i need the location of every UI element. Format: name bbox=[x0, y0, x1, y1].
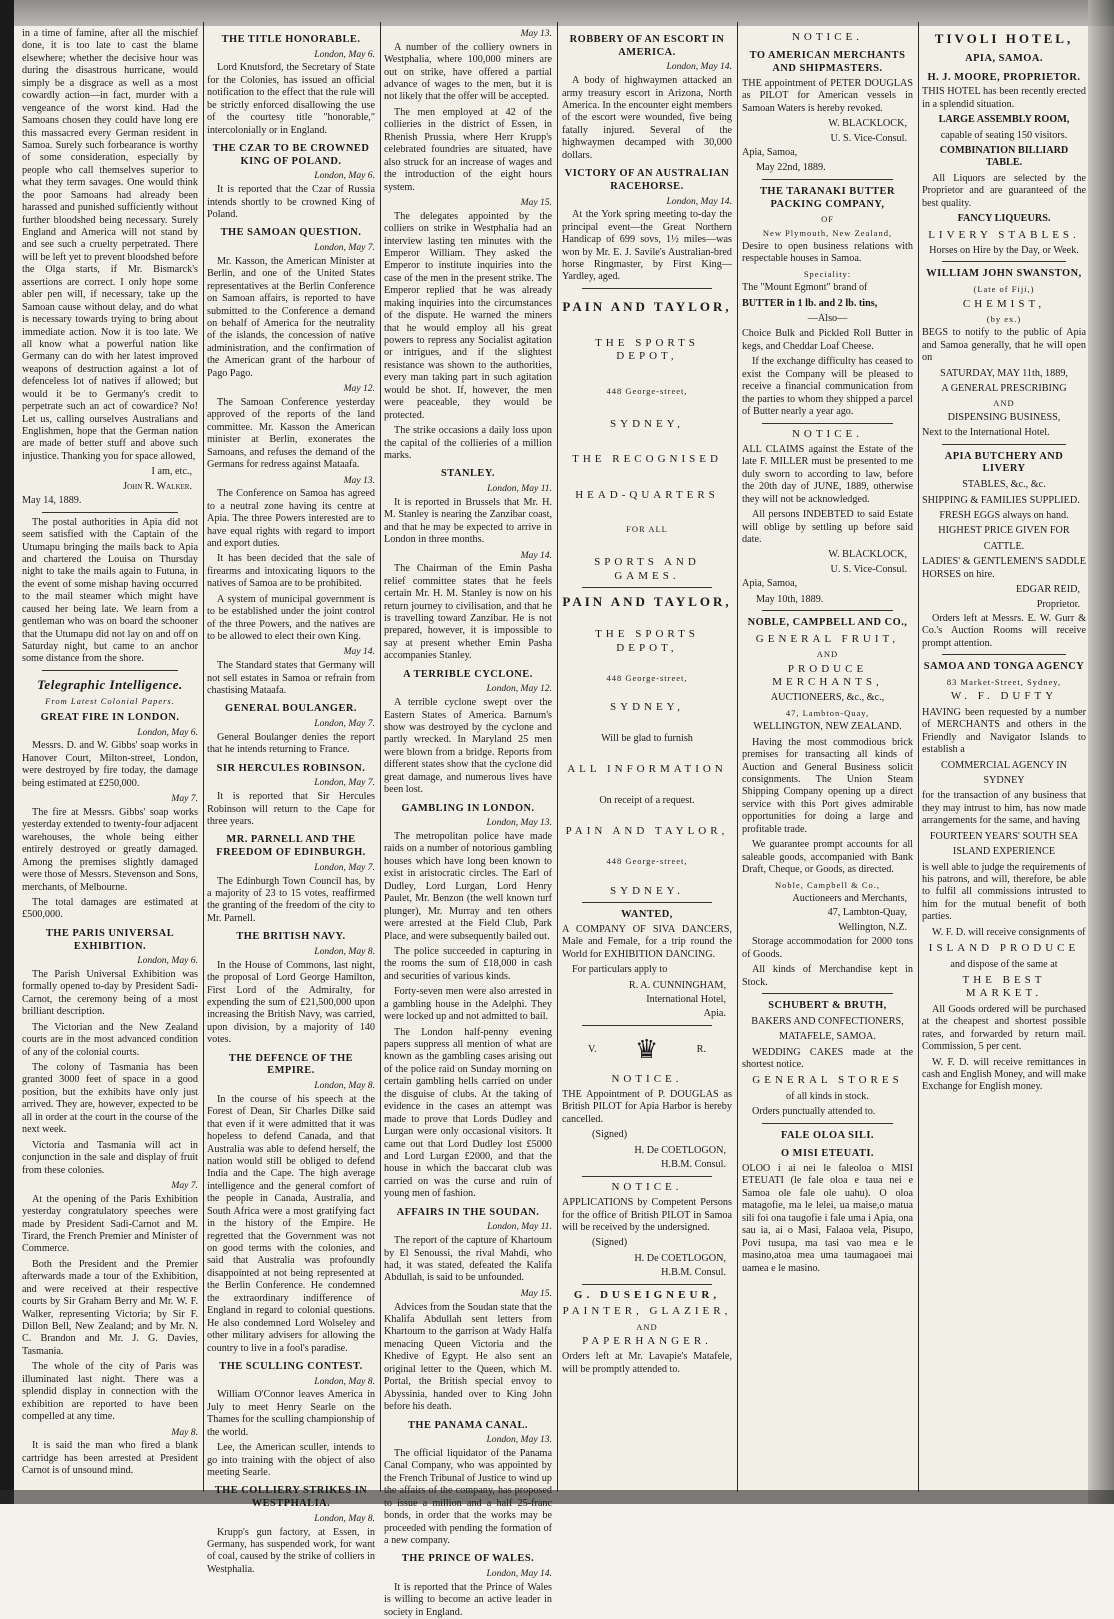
notice-place: Apia, Samoa, bbox=[742, 146, 798, 158]
divider bbox=[762, 993, 893, 994]
article-body: The police succeeded in capturing in the rooms the sum of £18,000 in cash and securities of various kinds. bbox=[384, 945, 552, 982]
ad-body: Orders punctually attended to. bbox=[752, 1106, 876, 1118]
ad-signature: R. A. CUNNINGHAM, bbox=[628, 979, 726, 991]
headline: THE PANAMA CANAL. bbox=[407, 1419, 528, 1431]
notice-date: May 22nd, 1889. bbox=[756, 162, 826, 174]
ad-body: Orders left at Messrs. E. W. Gurr & Co.'s Auction Rooms will receive prompt attention. bbox=[922, 613, 1086, 649]
notice-body: APPLICATIONS by Competent Persons for the office of British PILOT in Samoa will be received by the undersigned. bbox=[562, 1197, 732, 1233]
notice-heading: NOTICE. bbox=[791, 427, 864, 440]
article-body: Victoria and Tasmania will act in conjunction in the sale and display of fruit from these colonies. bbox=[22, 1139, 198, 1176]
ad-line: AND bbox=[993, 398, 1015, 409]
ad-line: WELLINGTON, NEW ZEALAND. bbox=[753, 721, 902, 733]
ad-line: 83 Market-Street, Sydney, bbox=[946, 677, 1062, 687]
ad-line: THE RECOGNISED bbox=[572, 453, 722, 466]
headline: THE BRITISH NAVY. bbox=[236, 931, 346, 943]
ad-signature: International Hotel, bbox=[646, 994, 726, 1006]
dateline: May 7. bbox=[171, 793, 198, 805]
ad-signature: Apia. bbox=[703, 1008, 726, 1020]
divider bbox=[582, 902, 712, 903]
headline: SCHUBERT & BRUTH, bbox=[768, 999, 887, 1011]
column-rule bbox=[918, 22, 919, 1492]
ad-line: Will be glad to furnish bbox=[601, 732, 693, 744]
ad-line: SYDNEY bbox=[983, 774, 1025, 786]
column-1 bbox=[22, 28, 198, 1488]
dateline: London, May 13. bbox=[486, 817, 552, 829]
headline: ROBBERY OF AN ESCORT IN AMERICA. bbox=[569, 34, 725, 58]
headline: TO AMERICAN MERCHANTS AND SHIPMASTERS. bbox=[749, 50, 906, 75]
dateline: London, May 7. bbox=[314, 777, 375, 789]
article-body: Forty-seven men were also arrested in a gambling house in the Adelphi. They were locked up and not admitted to bail. bbox=[384, 986, 552, 1023]
letter-signature: John R. Walker. bbox=[123, 480, 192, 492]
ad-line: SYDNEY. bbox=[610, 884, 684, 897]
dateline: London, May 12. bbox=[486, 683, 552, 695]
article-body: The metropolitan police have made raids on a number of notorious gambling houses which have long been known to exist in aristocratic circles. The Earl of Dudley, Lord Lurgan, Lord Henry Paulet, Mr. Benzon (the well known turf plunger), Mr. Murray and ten others were arrested at the Field Club, Park Place, and were subsequently bailed out. bbox=[384, 831, 552, 942]
ad-line: SPORTS AND GAMES. bbox=[594, 556, 700, 582]
ad-line: of all kinds in stock. bbox=[786, 1090, 869, 1102]
ad-line: —Also— bbox=[807, 313, 848, 325]
ad-line: SATURDAY, MAY 11th, 1889, bbox=[940, 367, 1068, 379]
notice-place: Apia, Samoa, bbox=[742, 578, 798, 590]
dateline: London, May 13. bbox=[486, 1434, 552, 1446]
letter-body: in a time of famine, after all the mischief done, it is too late to cast the blame elsewhere; whether the decisive hour was during the disastrous hurricane, would simply be a disgrace as well as a most cowardly action—in fact, murder with a vengeance of the worst kind. Had the Samoans chosen they could have long ere this massacred every German resident in Samoa. Surely such forbearance is worthy of some consideration, especially by people who call themselves superior to what they term savages. One would think the poor Samoans had already been harassed and punished sufficiently without further bloodshed being necessary. Surely England and America will not stand by and see such a cruelty perpetrated. There will be left yet to prevent bloodshed before the Olga starts, if Mr. Bismarck's assertions are correct. I only hope some abler pen will, if necessary, take up the Samoan cause without delay, and do what is necessary towards trying to bring about immediate action. Now it is too late. We all know what a powerful nation like Germany can do with her latest improved weapons of destruction against a lot of defenceless lot of natives if allowed; but would it be to Germany's credit to perpetrate such an act of cowardice? No! Let us, calling ourselves Australians and Englishmen, hope that the German nation are made of better stuff and above such injustice. Thanking you for space allowed, bbox=[22, 28, 198, 462]
headline: THE DEFENCE OF THE EMPIRE. bbox=[228, 1052, 354, 1077]
ad-line: COMBINATION BILLIARD TABLE. bbox=[939, 144, 1069, 169]
dateline: London, May 8. bbox=[314, 1512, 375, 1524]
dateline: London, May 8. bbox=[314, 1080, 375, 1092]
ad-line: SYDNEY, bbox=[610, 701, 684, 714]
crest-row bbox=[562, 1030, 732, 1070]
headline: THE SAMOAN QUESTION. bbox=[220, 227, 362, 239]
ad-line: THE SPORTS DEPOT, bbox=[595, 336, 699, 363]
dateline: London, May 8. bbox=[314, 945, 375, 957]
article-body: A number of the colliery owners in Westphalia, where 100,000 miners are out on strike, have offered a partial advance of wages to the men, but it is not likely that the offer will be accepted. bbox=[384, 41, 552, 103]
article-body: It is reported that Sir Hercules Robinson will return to the Cape for three years. bbox=[207, 791, 375, 827]
article-body: The Parish Universal Exhibition was formally opened to-day by President Sadi-Carnot, the ceremony being of a most brilliant description. bbox=[22, 968, 198, 1018]
notice-body: THE Appointment of P. DOUGLAS as British PILOT for Apia Harbor is hereby cancelled. bbox=[562, 1089, 732, 1125]
article-body: It is reported in Brussels that Mr. H. M. Stanley is nearing the Zanzibar coast, and that he may be expected to arrive in London in three months. bbox=[384, 496, 552, 546]
notice-body: ALL CLAIMS against the Estate of the late F. MILLER must be presented to me duly sworn to according to law, before the 20th day of JUNE, 1889, otherwise they will not be acknowledged. bbox=[742, 443, 913, 505]
ad-line: BAKERS AND CONFECTIONERS, bbox=[751, 1015, 904, 1027]
ad-body: BUTTER in 1 lb. and 2 lb. tins, bbox=[742, 297, 878, 309]
article-body: The Conference on Samoa has agreed to a neutral zone having its centre at Apia. The three Powers interested are to have equal rights with regard to import and export duties. bbox=[207, 488, 375, 549]
article-body: The colony of Tasmania has been granted 3000 feet of space in a good position, but the exhibits have only just arrived. They are, however, expected to be all in order at the court in the course of the next week. bbox=[22, 1062, 198, 1136]
ad-body: Having the most commodious brick premises for transacting all kinds of Auction and General Business solicit consignments. The Union Steam Shipping Company opening up a direct service with this Port gives admirable opportunities for doing a large and profitable trade. bbox=[742, 736, 913, 835]
headline: THE TITLE HONORABLE. bbox=[221, 34, 361, 45]
article-body: It is reported that the Czar of Russia intends shortly to be crowned King of Poland. bbox=[207, 184, 375, 220]
ad-line: AND bbox=[816, 649, 839, 660]
ad-line: On receipt of a request. bbox=[599, 794, 695, 806]
article-body: Lord Knutsford, the Secretary of State for the Colonies, has issued an official notification to the effect that the rule will be strictly enforced disallowing the use of the courtesy title "honorable," intercolonially or in England. bbox=[207, 62, 375, 136]
divider bbox=[582, 288, 712, 289]
dateline: London, May 14. bbox=[666, 195, 732, 207]
ad-line: SYDNEY, bbox=[610, 417, 684, 430]
article-body: The fire at Messrs. Gibbs' soap works yesterday extended to twenty-four adjacent warehouses, the whole being either entirely destroyed or greatly damaged. Among the premises slightly damaged were those of Messrs. Stevenson and Sons, merchants, of Melbourne. bbox=[22, 806, 198, 893]
ad-signature: Noble, Campbell & Co., bbox=[774, 879, 881, 890]
divider bbox=[762, 610, 893, 611]
ad-title: TIVOLI HOTEL, bbox=[934, 31, 1074, 46]
dateline: London, May 14. bbox=[666, 61, 732, 73]
ad-line: A GENERAL PRESCRIBING bbox=[941, 383, 1067, 395]
ad-line: STABLES, &c., &c. bbox=[962, 479, 1046, 491]
headline: VICTORY OF AN AUSTRALIAN RACEHORSE. bbox=[564, 168, 730, 192]
ad-line: LARGE ASSEMBLY ROOM, bbox=[938, 114, 1070, 126]
divider bbox=[762, 1123, 893, 1124]
headline: THE CZAR TO BE CROWNED KING OF POLAND. bbox=[212, 143, 370, 167]
notice-body: All persons INDEBTED to said Estate will oblige by settling up before said date. bbox=[742, 509, 913, 546]
notice-signature: U. S. Vice-Consul. bbox=[830, 132, 907, 144]
ad-body: Desire to open business relations with respectable houses in Samoa. bbox=[742, 240, 913, 265]
ad-line: ISLAND PRODUCE bbox=[928, 942, 1080, 955]
ad-line: MATAFELE, SAMOA. bbox=[779, 1031, 876, 1043]
article-body: It has been decided that the sale of firearms and intoxicating liquors to the natives of Samoa are to be prohibited. bbox=[207, 553, 375, 590]
dateline: London, May 11. bbox=[487, 483, 552, 495]
dateline: London, May 6. bbox=[314, 48, 375, 60]
column-3 bbox=[384, 28, 552, 1618]
letter-signoff: I am, etc., bbox=[151, 466, 192, 478]
column-rule bbox=[380, 22, 381, 1492]
dateline: London, May 6. bbox=[137, 955, 198, 967]
article-body: Both the President and the Premier afterwards made a tour of the Exhibition, and were received at their respective courts by Sir Graham Berry and Mr. W. F. Walker, representing Victoria; by Sir F. Dillon Bell, New Zealand; and by Mr. N. C. Brandon and Mr. J. G. Davies, Tasmania. bbox=[22, 1258, 198, 1357]
article-body: The whole of the city of Paris was illuminated last night. There was a splendid display in connection with the exhibition are reported to have been compelled at any time. bbox=[22, 1361, 198, 1423]
dateline: May 13. bbox=[520, 28, 552, 39]
ad-body: is well able to judge the requirements of his patrons, and will, therefore, be able to fulfil all commissions intrusted to him for the mutual benefit of both parties. bbox=[922, 861, 1086, 923]
article-body: It is reported that the Prince of Wales is willing to become an active leader in society in England. bbox=[384, 1581, 552, 1618]
ad-body: All Goods ordered will be purchased at the cheapest and shortest possible rates, and forwarded by return mail. Commission, 5 per cent. bbox=[922, 1003, 1086, 1053]
column-rule bbox=[203, 22, 204, 1492]
headline: THE SCULLING CONTEST. bbox=[219, 1360, 363, 1372]
notice-body: THE appointment of PETER DOUGLAS as PILOT for American vessels in Samoan Waters is hereby revoked. bbox=[742, 77, 913, 114]
ad-line: New Plymouth, New Zealand, bbox=[762, 227, 893, 238]
dateline: London, May 7. bbox=[314, 718, 375, 730]
dateline: May 14. bbox=[343, 646, 375, 658]
headline: AFFAIRS IN THE SOUDAN. bbox=[396, 1206, 540, 1218]
ad-line: PAINTER, GLAZIER, bbox=[562, 1305, 732, 1318]
article-body: The Edinburgh Town Council has, by a majority of 23 to 15 votes, reaffirmed the granting of the freedom of the city to Mr. Parnell. bbox=[207, 875, 375, 924]
ad-title: PAIN AND TAYLOR, bbox=[562, 594, 732, 610]
article-body: General Boulanger denies the report that he intends returning to France. bbox=[207, 731, 375, 756]
article-body: William O'Connor leaves America in July to meet Henry Searle on the Thames for the sculling championship of the world. bbox=[207, 1389, 375, 1438]
headline: FALE OLOA SILI. bbox=[780, 1129, 875, 1141]
divider bbox=[582, 1176, 712, 1177]
divider bbox=[942, 654, 1066, 655]
ad-line: ALL INFORMATION bbox=[567, 763, 727, 776]
ad-line: FANCY LIQUEURS. bbox=[957, 213, 1051, 225]
notice-date: May 10th, 1889. bbox=[756, 593, 824, 605]
ad-body: For particulars apply to bbox=[572, 964, 668, 976]
article-body: Messrs. D. and W. Gibbs' soap works in Hanover Court, Milton-street, London, were destroyed by fire today, the damage being estimated at £250,000. bbox=[22, 740, 198, 789]
divider bbox=[942, 261, 1066, 262]
ad-title: PAIN AND TAYLOR, bbox=[562, 298, 732, 314]
ad-line: COMMERCIAL AGENCY IN bbox=[940, 759, 1068, 771]
divider bbox=[942, 444, 1066, 445]
article-body: The postal authorities in Apia did not seem satisfied with the Captain of the Utumapu bringing the mails back to Apia and chartered the Louisa on Thursday night to take the mails again to Futuna, in the event of some mishap having occurred to the mail steamer which might have caused her being late. We learn from a gentleman who was on board the schooner that the Utumapu did not lay on and off on Saturday night, but came to an anchor some distance from the shore. bbox=[22, 516, 198, 665]
headline: GREAT FIRE IN LONDON. bbox=[40, 712, 180, 724]
ad-line: THE BEST MARKET. bbox=[962, 974, 1046, 1000]
ad-body: If the exchange difficulty has ceased to exist the Company will be pleased to receive a financial communication from the parties to whom they shipped a parcel of Butter nearly a year ago. bbox=[742, 356, 913, 418]
notice-signature: W. BLACKLOCK, bbox=[828, 118, 907, 130]
ad-line: (Late of Fiji,) bbox=[973, 284, 1035, 295]
ad-line: 448 George-street, bbox=[606, 385, 688, 396]
ad-line: FRESH EGGS always on hand. bbox=[939, 509, 1069, 521]
ad-line: DISPENSING BUSINESS, bbox=[947, 411, 1061, 423]
column-rule bbox=[557, 22, 558, 1492]
dateline: London, May 6. bbox=[314, 170, 375, 182]
ad-body: OLOO i ai nei le faleoloa o MISI ETEUATI (le fale oloa e taua nei e Samoa ole fale ole uahu). O oloa matagofie, ma le lelei, ua maise,o matua sili foi ona taugofie i fale uma i Apia, ona sau ia, ai o Masi, Falaoa vela, Pisupo, Povi tusupa, ma tasi vao mea e le masino,atoa mea uma taumagaoei mai uamea e le masino. bbox=[742, 1163, 913, 1274]
headline: SAMOA AND TONGA AGENCY bbox=[923, 661, 1085, 673]
headline: A TERRIBLE CYCLONE. bbox=[403, 668, 533, 680]
ad-body: for the transaction of any business that they may intrust to him, has now made arrangements for the same, and having bbox=[922, 790, 1086, 827]
headline: WILLIAM JOHN SWANSTON, bbox=[926, 268, 1082, 280]
column-4 bbox=[562, 28, 732, 1488]
column-rule bbox=[737, 22, 738, 1492]
scan-bottom-edge bbox=[0, 1490, 1114, 1504]
notice-signature: U. S. Vice-Consul. bbox=[830, 563, 907, 575]
headline: GENERAL BOULANGER. bbox=[225, 703, 357, 715]
article-body: The Victorian and the New Zealand courts are in the most advanced condition of any of the colonial courts. bbox=[22, 1021, 198, 1058]
article-body: The Samoan Conference yesterday approved of the reports of the land committee. Mr. Kasson the American minister at Berlin, exonerates the Samoans, and refuses the demand of the Germans for redress against Mataafa. bbox=[207, 396, 375, 471]
ad-line: PRODUCE MERCHANTS, bbox=[772, 662, 883, 689]
ad-body: Orders left at Mr. Lavapie's Matafele, will be promptly attended to. bbox=[562, 1351, 732, 1375]
ad-line: and dispose of the same at bbox=[950, 958, 1058, 970]
divider bbox=[42, 512, 178, 513]
article-body: A terrible cyclone swept over the Eastern States of America. Barnum's show was destroyed by the cyclone and partly wrecked. In Maryland 25 men were blown from a bridge. Reports from different states show that the cyclone did great damage, and numerous lives have been lost. bbox=[384, 697, 552, 796]
ad-signature: EDGAR REID, bbox=[1016, 584, 1080, 596]
headline: STANLEY. bbox=[441, 468, 495, 480]
ad-body: HAVING been requested by a number of MERCHANTS and others in the Friendly and Navigator Islands to establish a bbox=[922, 706, 1086, 756]
ad-line: CATTLE. bbox=[983, 540, 1025, 552]
article-body: The total damages are estimated at £500,000. bbox=[22, 897, 198, 921]
column-2 bbox=[207, 28, 375, 1575]
ad-signature: Auctioneers and Merchants, bbox=[792, 892, 907, 904]
ad-body: All Liquors are selected by the Proprietor and are guaranteed of the best quality. bbox=[922, 172, 1086, 209]
article-body: The strike occasions a daily loss upon the capital of the collieries of a million marks. bbox=[384, 425, 552, 461]
dateline: May 15. bbox=[520, 196, 552, 208]
ad-line: AUCTIONEERS, &c., &c., bbox=[770, 692, 885, 704]
ad-body: W. F. D. will receive remittances in cash and English Money, and will make Exchange for English money. bbox=[922, 1056, 1086, 1093]
ad-body: We guarantee prompt accounts for all saleable goods, accompanied with Bank Draft, Cheque, or Goods, as directed. bbox=[742, 839, 913, 876]
article-body: The official liquidator of the Panama Canal Company, who was appointed by the French Tribunal of Justice to wind up the affairs of the company, has proposed to issue a million and a half 25-franc bonds, in order that the works may be proceeded with pending the formation of a new company. bbox=[384, 1447, 552, 1546]
notice-heading: NOTICE. bbox=[611, 1180, 683, 1193]
notice-heading: NOTICE. bbox=[791, 31, 864, 43]
article-body: The London half-penny evening papers suppress all mention of what are known as the gambling cases arising out of the police raid on Sunday morning on certain gambling hells carried on under the disguise of clubs. At the taking of evidence in the cases an attempt was made to prove that Lords Dudley and Lurgan were only occasional visitors. It came out that Lord Dudley lost £5000 and Lord Lurgan £2000, and that the house in which the baccarat club was carried on was the curse and ruin of young men of fashion. bbox=[384, 1026, 552, 1200]
article-body: The report of the capture of Khartoum by El Senoussi, the rival Mahdi, who had, it was stated, defeated the Kalifa Abdullah, is said to be unfounded. bbox=[384, 1235, 552, 1284]
section-heading: Telegraphic Intelligence. bbox=[37, 676, 183, 692]
ad-line: PAIN AND TAYLOR, bbox=[565, 824, 729, 837]
divider bbox=[762, 423, 893, 424]
ad-line: OF bbox=[821, 214, 834, 225]
notice-heading: NOTICE. bbox=[611, 1072, 683, 1085]
ad-line: ISLAND EXPERIENCE bbox=[952, 846, 1056, 858]
ad-line: LIVERY STABLES. bbox=[928, 228, 1080, 241]
article-body: In the House of Commons, last night, the proposal of Lord George Hamilton, First Lord of the Admiralty, for expending the sum of £21,500,000 upon increasing the British Navy, was carried, upon division, by a majority of 140 votes. bbox=[207, 959, 375, 1046]
headline: THE COLLIERY STRIKES IN WESTPHALIA. bbox=[214, 1485, 368, 1510]
article-body: The Standard states that Germany will not sell estates in Samoa or refrain from chastising Mataafa. bbox=[207, 660, 375, 697]
article-body: The delegates appointed by the colliers on strike in Westphalia had an interview lasting ten minutes with the Emperor William. They asked the Emperor to institute inquiries into the case of the men in the present strike. The Emperor replied that he was already making inquiries into the circumstances of the dispute. He warned the miners that he would employ all his great powers to repress any Socialist agitation or intrigues, and if the slightest resistance was shown to the authorities, every man taking part in such agitation would be shot. If, however, the men were peaceable, they would be protected. bbox=[384, 210, 552, 421]
divider bbox=[762, 179, 893, 180]
dateline: May 13. bbox=[343, 474, 375, 486]
ad-body: THIS HOTEL has been recently erected in a splendid situation. bbox=[922, 86, 1086, 110]
ad-line: THE SPORTS DEPOT, bbox=[595, 628, 699, 654]
scan-right-edge bbox=[1088, 0, 1114, 1504]
ad-line: HEAD-QUARTERS bbox=[575, 488, 719, 501]
ad-signature: 47, Lambton-Quay, bbox=[827, 907, 907, 919]
dateline: May 8. bbox=[171, 1426, 198, 1438]
notice-signed: (Signed) bbox=[592, 1237, 628, 1249]
article-body: The Chairman of the Emin Pasha relief committee states that he feels certain Mr. H. M. Stanley is now on his return journey to civilisation, and that he is travelling toward Zanzibar. He is not prepared, however, it is impossible to say at present whether Emin Pasha accompanies Stanley. bbox=[384, 563, 552, 662]
letter-date: May 14, 1889. bbox=[22, 495, 82, 507]
headline: THE PARIS UNIVERSAL EXHIBITION. bbox=[45, 927, 175, 952]
notice-signature: H. De COETLOGON, bbox=[634, 1252, 726, 1264]
ad-line: Horses on Hire by the Day, or Week. bbox=[929, 245, 1079, 257]
article-body: Mr. Kasson, the American Minister at Berlin, and one of the United States representatives at the Berlin Conference on Samoan affairs, is reported to have submitted to the Conference a demand on behalf of America for the neutrality of the islands, the concession of native administration, and the confirmation of the American grant of the harbour of Pago Pago. bbox=[207, 255, 375, 379]
ad-line: W. F. DUFTY bbox=[950, 690, 1058, 703]
headline: THE TARANAKI BUTTER PACKING COMPANY, bbox=[760, 185, 895, 210]
headline: APIA, SAMOA. bbox=[965, 52, 1043, 64]
ad-body: W. F. D. will receive consignments of bbox=[932, 926, 1086, 938]
divider bbox=[582, 587, 712, 588]
dateline: London, May 7. bbox=[314, 861, 375, 873]
ad-body: Choice Bulk and Pickled Roll Butter in kegs, and Cheddar Loaf Cheese. bbox=[742, 328, 913, 352]
dateline: May 15. bbox=[520, 1287, 552, 1299]
headline: O MISI ETEUATI. bbox=[780, 1148, 875, 1160]
notice-signature: H.B.M. Consul. bbox=[661, 1267, 726, 1279]
section-subheading: From Latest Colonial Papers. bbox=[45, 695, 175, 706]
headline: MR. PARNELL AND THE FREEDOM OF EDINBURGH. bbox=[216, 834, 366, 859]
ad-body: All kinds of Merchandise kept in Stock. bbox=[742, 964, 913, 988]
article-body: Krupp's gun factory, at Essen, in Germany, has suspended work, for want of coal, caused by the strike of colliers in Westphalia. bbox=[207, 1526, 375, 1575]
ad-line: 47, Lambton-Quay, bbox=[785, 707, 870, 718]
divider bbox=[42, 670, 178, 671]
headline: NOBLE, CAMPBELL AND CO., bbox=[747, 617, 908, 629]
dateline: May 14. bbox=[520, 549, 552, 561]
headline: SIR HERCULES ROBINSON. bbox=[216, 762, 366, 774]
ad-line: FOURTEEN YEARS' SOUTH SEA bbox=[929, 830, 1079, 842]
ad-line: FOR ALL bbox=[626, 524, 668, 535]
dateline: London, May 8. bbox=[314, 1375, 375, 1387]
divider bbox=[582, 1025, 712, 1026]
article-body: In the course of his speech at the Forest of Dean, Sir Charles Dilke said that even if it were admitted that it was hopeless to defend Canada, and that Australia was able to defend herself, the nation would still be obliged to defend India and the Cape. The high average intelligence and the general comfort of the people in Canada, Australia, and South Africa were a most gratifying fact in the history of the Empire. He regretted that the Government was not on good terms with the colonies, and said that Australia was profoundly disappointed at not being represented at the Berlin Conference. He condemned the extraordinary indifference of England in regard to colonial questions. He also condemned Lord Wolseley and other military advisers for allowing the country to live in a fool's paradise. bbox=[207, 1093, 375, 1354]
column-6 bbox=[922, 28, 1086, 1488]
royal-crest-icon: ♛ bbox=[634, 1034, 659, 1064]
dateline: May 7. bbox=[171, 1179, 198, 1191]
ad-line: GENERAL FRUIT, bbox=[755, 632, 900, 645]
crest-initial: V. bbox=[588, 1043, 597, 1055]
headline: APIA BUTCHERY AND LIVERY bbox=[944, 450, 1064, 475]
article-body: The men employed at 42 of the collieries in the district of Essen, in Rhenish Prussia, where Herr Krupp's celebrated foundries are situated, have also struck for an increase of wages and the introduction of the eight hours system. bbox=[384, 106, 552, 193]
headline: WANTED, bbox=[621, 909, 673, 921]
ad-line: GENERAL STORES bbox=[752, 1074, 903, 1087]
notice-signed: (Signed) bbox=[592, 1129, 628, 1141]
article-body: A body of highwaymen attacked an army treasury escort in Arizona, North America. In the encounter eight members of the escort were wounded, five being fatally injured. Several of the highwaymen decamped with 30,000 dollars. bbox=[562, 75, 732, 161]
ad-line: CHEMIST, bbox=[962, 297, 1046, 310]
dateline: London, May 14. bbox=[486, 1568, 552, 1580]
ad-signature: Wellington, N.Z. bbox=[838, 921, 907, 933]
article-body: Lee, the American sculler, intends to go into training with the object of also meeting Searle. bbox=[207, 1442, 375, 1478]
ad-title: G. DUSEIGNEUR, bbox=[573, 1288, 721, 1301]
ad-body: LADIES' & GENTLEMEN'S SADDLE HORSES on hire. bbox=[922, 556, 1086, 580]
ad-line: 448 George-street, bbox=[606, 672, 688, 683]
headline: H. J. MOORE, PROPRIETOR. bbox=[927, 71, 1081, 83]
dateline: London, May 6. bbox=[137, 726, 198, 738]
article-body: A system of municipal government is to be established under the joint control of the three Powers, and the natives are to be allowed to elect their own King. bbox=[207, 593, 375, 643]
ad-line: (by ex.) bbox=[986, 313, 1022, 324]
headline: GAMBLING IN LONDON. bbox=[401, 802, 535, 814]
ad-body: The "Mount Egmont" brand of bbox=[742, 282, 868, 294]
ad-line: 448 George-street, bbox=[606, 856, 688, 867]
ad-line: Speciality: bbox=[803, 268, 852, 279]
ad-body: Storage accommodation for 2000 tons of Goods. bbox=[742, 936, 913, 960]
article-body: Advices from the Soudan state that the Khalifa Abdullah sent letters from Khartoum to the garrison at Wady Halfa menacing Queen Victoria and the Khedive of Egypt. He also sent an original letter to the Queen, which M. Portal, the British special envoy to Abyssinia, handed over to King John before his death. bbox=[384, 1301, 552, 1413]
ad-line: PAPERHANGER. bbox=[582, 1334, 712, 1347]
ad-body: A COMPANY OF SIVA DANCERS, Male and Female, for a trip round the World for EXHIBITION DANCING. bbox=[562, 923, 732, 960]
ad-body: BEGS to notify to the public of Apia and Samoa generally, that he will open on bbox=[922, 327, 1086, 364]
article-body: At the York spring meeting to-day the principal event—the Great Northern Handicap of 699 sovs, 1½ miles—was won by Mr. E. J. Savile's Australian-bred horse Ringmaster, by First King—Yardley, aged. bbox=[562, 209, 732, 283]
divider bbox=[582, 1284, 712, 1285]
headline: THE PRINCE OF WALES. bbox=[401, 1553, 535, 1565]
ad-body: Next to the International Hotel. bbox=[922, 427, 1050, 439]
ad-body: WEDDING CAKES made at the shortest notice. bbox=[742, 1046, 913, 1070]
scan-left-edge bbox=[0, 0, 14, 1504]
crest-initial: R. bbox=[696, 1043, 706, 1055]
article-body: It is said the man who fired a blank cartridge has been arrested at President Carnot is of unsound mind. bbox=[22, 1440, 198, 1477]
ad-body: SHIPPING & FAMILIES SUPPLIED. bbox=[922, 494, 1080, 506]
dateline: London, May 7. bbox=[314, 242, 375, 254]
notice-signature: H.B.M. Consul. bbox=[661, 1159, 726, 1171]
notice-signature: H. De COETLOGON, bbox=[634, 1144, 726, 1156]
dateline: May 12. bbox=[343, 383, 375, 395]
ad-line: capable of seating 150 visitors. bbox=[940, 129, 1068, 141]
ad-line: HIGHEST PRICE GIVEN FOR bbox=[938, 525, 1070, 537]
article-body: At the opening of the Paris Exhibition yesterday congratulatory speeches were made by President Sadi-Carnot and M. Tirard, the French Premier and Minister of Commerce. bbox=[22, 1193, 198, 1255]
ad-signature: Proprietor. bbox=[1036, 598, 1080, 610]
dateline: London, May 11. bbox=[487, 1221, 552, 1233]
column-5 bbox=[742, 28, 913, 1488]
ad-line: AND bbox=[636, 1321, 658, 1332]
notice-signature: W. BLACKLOCK, bbox=[828, 549, 907, 561]
